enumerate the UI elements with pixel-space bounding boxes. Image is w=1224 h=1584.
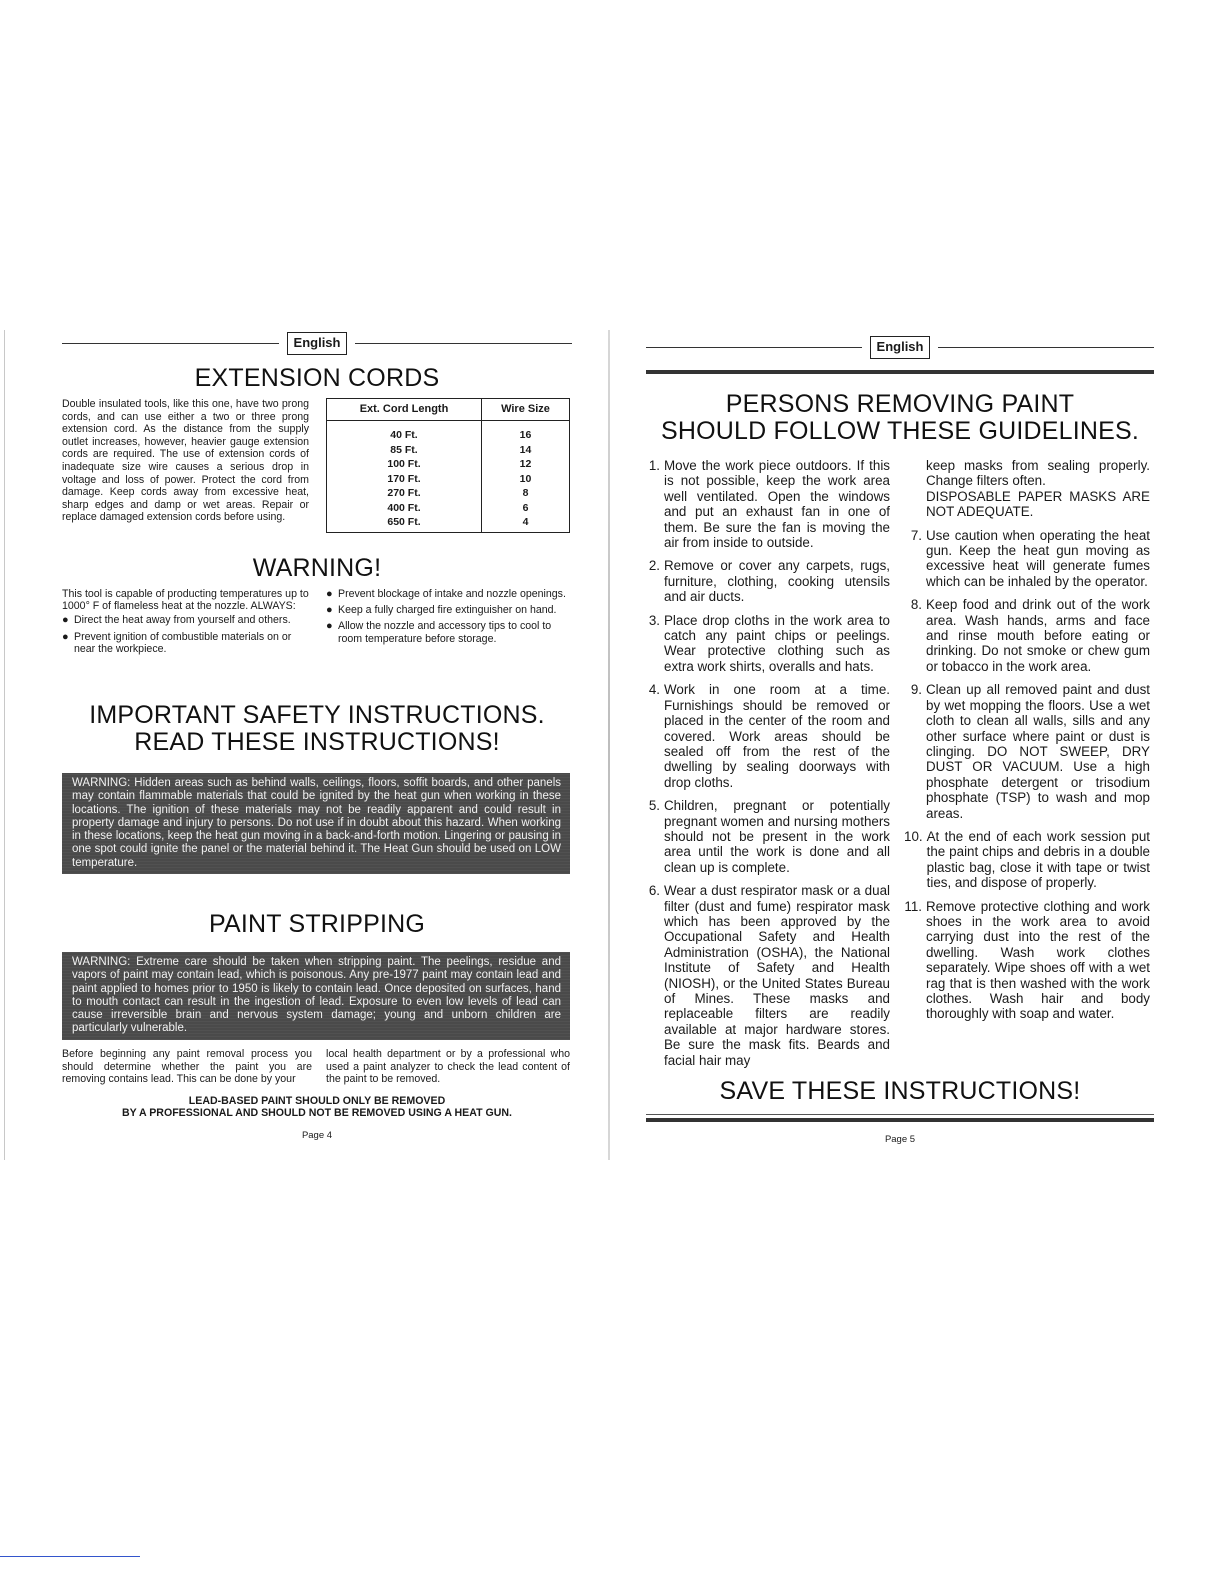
list-item (62, 614, 310, 626)
table-row (327, 457, 570, 472)
bullet-text: Prevent blockage of intake and nozzle openings. (338, 588, 566, 600)
table-row (327, 515, 570, 532)
bullet-dot-icon: ● (326, 620, 333, 633)
list-item (642, 558, 890, 604)
language-header (62, 332, 572, 355)
item-text: Work in one room at a time. Furnishings should be removed or placed in the center of the room and covered. Work areas should be sealed off from the rest of the dwelling by sealing doorways with drop cloths. (664, 682, 890, 790)
cord-length-cell: 85 Ft. (327, 443, 482, 458)
list-item (642, 613, 890, 675)
item-text: At the end of each work session put the paint chips and debris in a double plastic bag, close it with tape or twist ties, and dispose of properly. (926, 828, 1150, 891)
title-rule-top (646, 370, 1154, 374)
col-header-wire: Wire Size (482, 399, 570, 421)
list-item (642, 883, 890, 1068)
wire-size-cell: 6 (482, 501, 570, 516)
cord-length-cell: 100 Ft. (327, 457, 482, 472)
wire-size-cell: 10 (482, 472, 570, 487)
guidelines-title-line2: SHOULD FOLLOW THESE GUIDELINES. (660, 417, 1140, 445)
page-5 (612, 0, 1224, 1584)
item-number: 8. (910, 597, 922, 613)
cord-length-cell: 400 Ft. (327, 501, 482, 516)
list-item (326, 588, 572, 600)
table-row (327, 486, 570, 501)
footer-rule-thick (646, 1118, 1154, 1122)
scan-edge-line (0, 1556, 140, 1557)
item-number: 7. (910, 527, 922, 543)
lead-paint-warning-box: WARNING: Extreme care should be taken when stripping paint. The peelings, residue and vapors of paint may contain lead, which is poisonous. Any pre-1977 paint may contain lead and paint applied to homes prior to 1950 is likely to contain lead. Once deposited on surfaces, hand to mouth contact can result in the ingestion of lead. Exposure to even low levels of lead can cause irreversible brain and nervous system damage; young and unborn children are particularly vulnerable. (62, 952, 570, 1040)
item-number: 9. (910, 682, 922, 698)
item-text: Remove protective clothing and work shoes in the work area to avoid carrying dust into the rest of the dwelling. Wash work clothes separately. Wipe shoes off with a wet rag that is then washed with the work clothes. Wash hair and body thoroughly with soap and water. (926, 898, 1150, 1022)
list-item (904, 899, 1150, 1022)
page-number: Page 5 (884, 1134, 916, 1145)
paint-stripping-title: PAINT STRIPPING (208, 910, 425, 938)
list-item (326, 620, 572, 644)
bullet-text: Keep a fully charged fire extinguisher on hand. (338, 604, 557, 617)
cord-length-cell: 270 Ft. (327, 486, 482, 501)
extension-cords-title: EXTENSION CORDS (194, 364, 440, 392)
extension-cords-paragraph: Double insulated tools, like this one, have two prong cords, and can use either a two or three prong extension cord. As the distance from the supply outlet increases, however, heavier gauge extension cords are required. The use of extension cords of inadequate size wire causes a serious drop in voltage and loss of power. Protect the cord from damage. Keep cords away from excessive heat, sharp edges and damp or wet areas. Repair or replace damaged extension cords before using. (62, 398, 309, 524)
header-rule-left (62, 343, 279, 344)
warning-title: WARNING! (252, 554, 382, 582)
item-text: Keep food and drink out of the work area. Wash hands, arms and face and rinse mouth before eating or drinking. Do not smoke or chew gum or tobacco in the work area. (926, 597, 1150, 674)
footer-rule-thin (646, 1114, 1154, 1115)
guidelines-column-2 (904, 458, 1150, 1030)
item-text: Wear a dust respirator mask or a dual filter (dust and fume) respirator mask which has been approved by the Occupational Safety and Health Administration (OSHA), the National Institute of Safety and Health (NIOSH), or the United States Bureau of Mines. These masks and replaceable filters are readily available at major hardware stores. Be sure the mask fits. Beards and facial hair may (664, 883, 890, 1068)
bullet-text: Direct the heat away from yourself and others. (74, 614, 291, 627)
warning-column-right (326, 588, 572, 649)
item-text: Use caution when operating the heat gun. Keep the heat gun moving as excessive heat will generate fumes which can be inhaled by the operator. (926, 527, 1150, 589)
item-text: Clean up all removed paint and dust by wet mopping the floors. Use a wet cloth to clean all walls, sills and any other surface where paint or dust is clinging. DO NOT SWEEP, DRY DUST OR VACUUM. Use a high phosphate detergent or trisodium phosphate (TSP) to wash and mop areas. (926, 682, 1150, 821)
item-6-continued-text: keep masks from sealing properly. Change filters often. (926, 458, 1150, 489)
table-row (327, 443, 570, 458)
header-rule-right (355, 343, 572, 344)
bullet-dot-icon: ● (326, 588, 333, 600)
bullet-dot-icon: ● (62, 614, 69, 627)
list-item (904, 682, 1150, 821)
cord-length-cell: 40 Ft. (327, 421, 482, 443)
list-item (904, 829, 1150, 891)
table-row (327, 421, 570, 443)
warning-column-left (62, 588, 310, 659)
item-number: 4. (648, 682, 660, 698)
list-item (642, 458, 890, 550)
paint-removal-body-right (326, 1048, 570, 1086)
item-number: 10. (904, 828, 923, 844)
extension-cords-body (62, 398, 309, 524)
list-item (642, 682, 890, 790)
wire-size-cell: 14 (482, 443, 570, 458)
cord-length-cell: 170 Ft. (327, 472, 482, 487)
extension-cord-table (326, 398, 570, 533)
list-item (904, 528, 1150, 590)
guidelines-column-1 (642, 458, 890, 1076)
list-item (326, 604, 572, 616)
item-number: 2. (648, 558, 660, 574)
language-tag: English (870, 336, 931, 359)
item-number: 3. (648, 612, 660, 628)
bullet-dot-icon: ● (326, 604, 333, 617)
header-rule-left (646, 347, 862, 348)
item-number: 11. (904, 898, 922, 914)
item-6-continued (904, 458, 1150, 520)
paint-removal-body-left (62, 1048, 312, 1086)
item-6-caps-notice: DISPOSABLE PAPER MASKS ARE NOT ADEQUATE. (926, 488, 1150, 520)
col-header-length: Ext. Cord Length (327, 399, 482, 421)
guidelines-title-line1: PERSONS REMOVING PAINT (725, 390, 1075, 418)
header-rule-right (938, 347, 1154, 348)
paint-removal-paragraph-right: local health department or by a professional who used a paint analyzer to check the lead content of the paint to be removed. (326, 1048, 570, 1086)
bullet-dot-icon: ● (62, 630, 69, 643)
item-text: Remove or cover any carpets, rugs, furniture, clothing, cooking utensils and air ducts. (664, 558, 890, 605)
hidden-areas-warning-box: WARNING: Hidden areas such as behind walls, ceilings, floors, soffit boards, and other panels may contain flammable materials that could be ignited by the heat gun when working in these locations. The ignition of these materials may not be readily apparent and could result in property damage and injury to persons. Do not use if in doubt about this hazard. When working in these locations, keep the heat gun moving in a back-and-forth motion. Lingering or pausing in one spot could ignite the panel or the material behind it. The Heat Gun should be used on LOW temperature. (62, 773, 570, 874)
paint-removal-paragraph-left: Before beginning any paint removal process you should determine whether the paint you are removing contains lead. This can be done by your (62, 1048, 312, 1086)
list-item (62, 631, 310, 655)
table-row (327, 501, 570, 516)
table-header-row (327, 399, 570, 421)
item-text: Children, pregnant or potentially pregnant women and nursing mothers should not be present in the work area until the work is done and all clean up is complete. (664, 798, 890, 875)
page-number: Page 4 (301, 1130, 333, 1141)
wire-size-cell: 12 (482, 457, 570, 472)
table-row (327, 472, 570, 487)
save-instructions-title: SAVE THESE INSTRUCTIONS! (719, 1077, 1081, 1105)
cord-length-cell: 650 Ft. (327, 515, 482, 532)
warning-lead: This tool is capable of producting temperatures up to 1000° F of flameless heat at the nozzle. ALWAYS: (62, 588, 309, 613)
item-number: 6. (648, 883, 660, 899)
bullet-text: Prevent ignition of combustible materials on or near the workpiece. (74, 630, 292, 655)
language-header (646, 336, 1154, 359)
safety-title-line2: READ THESE INSTRUCTIONS! (134, 728, 500, 756)
item-number: 1. (648, 458, 660, 473)
lead-notice-line2: BY A PROFESSIONAL AND SHOULD NOT BE REMOVED USING A HEAT GUN. (121, 1107, 513, 1119)
language-tag: English (287, 332, 348, 355)
wire-size-cell: 16 (482, 421, 570, 443)
lead-notice-line1: LEAD-BASED PAINT SHOULD ONLY BE REMOVED (188, 1095, 446, 1107)
wire-size-cell: 4 (482, 515, 570, 532)
wire-size-cell: 8 (482, 486, 570, 501)
list-item (904, 597, 1150, 674)
item-text: Place drop cloths in the work area to catch any paint chips or peelings. Wear protective clothing such as extra work shirts, overalls and hats. (664, 612, 890, 674)
item-number: 5. (648, 798, 660, 814)
item-text: Move the work piece outdoors. If this is not possible, keep the work area well ventilated. Open the windows and put an exhaust fan in one of them. Be sure the fan is moving the air from inside to outside. (664, 458, 890, 551)
bullet-text: Allow the nozzle and accessory tips to cool to room temperature before storage. (338, 620, 552, 645)
safety-title-line1: IMPORTANT SAFETY INSTRUCTIONS. (89, 701, 545, 729)
list-item (642, 798, 890, 875)
